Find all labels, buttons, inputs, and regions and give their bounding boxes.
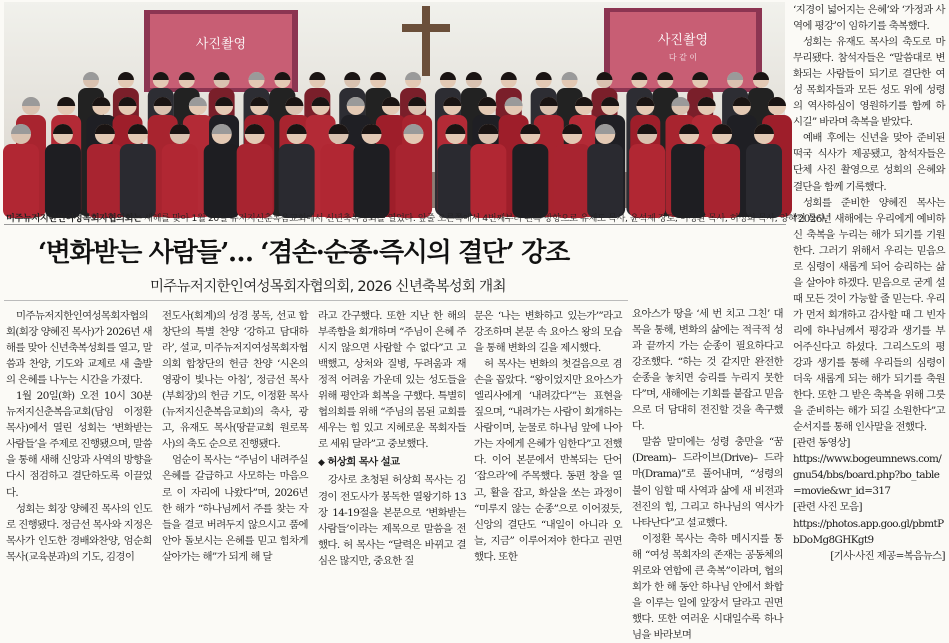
paragraph: 성회는 유재도 목사의 축도로 마무리됐다. 참석자들은 “말씀대로 변화되는 사람들이 되기로 결단한 여성 목회자들과 모든 성도 위에 성령의 역사하심이 영원하기를 함께 하시길” 바라며 축복을 받았다. bbox=[793, 36, 945, 129]
subheadline: 미주뉴저지한인여성목회자협의회, 2026 신년축복성회 개최 bbox=[150, 279, 506, 295]
article-column-3 bbox=[318, 308, 466, 568]
divider bbox=[4, 300, 628, 301]
paragraph: 라고 간구했다. 또한 지난 한 해의 부족함을 회개하며 “주님이 은혜 주시지 않으면 사람할 수 없다”고 고백했고, 상처와 질병, 두려움과 재정적 어려움 가운데 있는 성도들을 위해 평안과 회복을 구했다. 특별히 협의회를 위해 “주님의 몸된 교회를 세우는 힘 있고 지혜로운 목회자들로 세워 달라”고 중보했다. bbox=[318, 310, 466, 451]
caption-bold: 미주뉴저지한인여성목회자협의회는 bbox=[6, 213, 142, 224]
article-column-1 bbox=[6, 308, 152, 568]
video-label: [관련 동영상] bbox=[793, 437, 850, 450]
article-column-2 bbox=[162, 308, 308, 568]
person-body bbox=[321, 144, 357, 218]
photo-label: [관련 사진 모음] bbox=[793, 501, 862, 514]
left-screen-text: 사진촬영 bbox=[195, 37, 247, 52]
paragraph: 성회를 준비한 양혜진 목사는 “2026년 새해에는 우리에게 예비하신 축복을 누리는 해가 되기를 기원한다. 그러기 위해서 우리는 믿음으로 심령이 새롭게 되어 승리하는 삶을 살아야 하겠다. 믿음으로 굳게 설 때 모든 것이 가능할 줄 믿는다. 우리가 먼저 회개하고 감사할 때 그 빈자리에 하나님께서 평강과 생기를 부어주신다고 하셨다. 그리스도의 평강과 생기를 통해 우리들의 심령이 더욱 새롭게 되는 해가 되기를 축원한다. 또한 그 받은 축복을 위해 그릇을 준비하는 해가 되길 소원한다”고 순서지를 통해 인사말을 전했다. bbox=[793, 196, 945, 434]
person-body bbox=[45, 144, 81, 218]
paragraph: 이정환 목사는 축하 메시지를 통해 “여성 목회자의 존재는 공동체의 위로와 연합에 큰 축복”이라며, 협의회가 한 해 동안 하나님 안에서 화합을 이루는 일에 앞장서 달라고 권면했다. 또한 여러운 시대일수록 하나님을 바라보며 bbox=[632, 532, 783, 641]
person-body bbox=[3, 144, 39, 218]
right-screen-title: 사진촬영 bbox=[657, 33, 709, 48]
paragraph: 예배 후에는 신년을 맞아 준비된 떡국 식사가 제공됐고, 참석자들은 단체 사진 촬영으로 성회의 은혜와 결단을 함께 기록했다. bbox=[793, 132, 945, 193]
paragraph: 문은 ‘나는 변화하고 있는가’”라고 강조하며 본문 속 요아스 왕의 모습을 통해 변화의 길을 제시했다. bbox=[474, 310, 622, 355]
credit-line: [기사·사진 제공=복음뉴스] bbox=[830, 549, 945, 562]
paragraph: ‘지경이 넓어지는 은혜’와 ‘가정과 사역에 평강’이 임하기를 축복했다. bbox=[793, 4, 945, 33]
person-body bbox=[512, 144, 548, 218]
caption-rest: 새해를 맞아 1월 20일 뉴저지신춘복음교회에서 신년축복성회를 열었다. 앞줄 오른쪽에서 4번째부터 왼쪽 방향으로 유재도 목사, 윤석제 장로, 이정환 목사, 허성희 목사, 양혜진 목사. bbox=[141, 213, 828, 224]
paragraph: 엄순이 목사는 “주님이 내려주실 은혜를 갈급하고 사모하는 마음으로 이 자리에 나왔다”며, 2026년 한 해가 “하나님께서 주를 찾는 자들을 결코 버려두지 않으시고 품에 안아 돌보시는 은혜를 믿고 힘차게 살아가는 해”가 되게 해 달 bbox=[162, 454, 308, 563]
person-body bbox=[87, 144, 123, 218]
person-body bbox=[162, 144, 198, 218]
person-body bbox=[237, 144, 273, 218]
section-title-text: 허상희 목사 설교 bbox=[327, 456, 400, 469]
paragraph: 1월 20일(화) 오전 10시 30분 뉴저지신춘복음교회(담임 이정환 목사)에서 열린 성회는 ‘변화받는 사람들’을 주제로 진행됐으며, 말씀을 통해 새해 신앙과 사역의 방향을 다시 점검하고 결단하도록 이끌었다. bbox=[6, 390, 152, 499]
person-body bbox=[437, 144, 473, 218]
paragraph: 허 목사는 변화의 첫걸음으로 겸손을 꼽았다. “왕이었지만 요아스가 엘리사에게 ‘내려갔다’”는 표현을 짚으며, “내려가는 사람이 회개하는 사람이며, 눈물로 하나님 앞에 나아가는 자에게 은혜가 임한다”고 전했다. 이어 본문에서 반복되는 단어 ‘잡으라’에 주목했다. 동편 창을 열고, 활을 잡고, 화살을 쏘는 과정이 “미루지 않는 순종”으로 이어졌듯, 신앙의 결단도 “내일이 아니라 오늘, 지금” 이루어져야 한다고 권면했다. 또한 bbox=[474, 358, 622, 563]
person-body bbox=[204, 144, 240, 218]
diamond-icon: ◆ bbox=[318, 458, 325, 469]
article-column-6 bbox=[793, 2, 945, 568]
photo-link[interactable]: https://photos.app.goo.gl/pbmtPbDoMg8GHKgt9 bbox=[793, 517, 944, 546]
video-link[interactable]: https://www.bogeumnews.com/gnu54/bbs/board.php?bo_table=movie&wr_id=317 bbox=[793, 453, 942, 498]
person-body bbox=[395, 144, 431, 218]
right-screen-sub: 다 같 이 bbox=[668, 53, 698, 62]
article-column-4 bbox=[474, 308, 622, 568]
person-body bbox=[279, 144, 315, 218]
person-body bbox=[587, 144, 623, 218]
paragraph: 요아스가 땅을 ‘세 번 치고 그친’ 대목을 통해, 변화의 삶에는 적극적 성과 끝까지 가는 순종이 필요하다고 강조했다. “하는 것 같지만 완전한 순종을 놓치면 승리를 누리지 못한다”며, 새해에는 기회를 붙잡고 믿음으로 더 담대히 전진할 것을 촉구했다. bbox=[632, 308, 783, 433]
headline: ‘변화받는 사람들’… ‘겸손·순종·즉시의 결단’ 강조 bbox=[38, 238, 569, 268]
paragraph: 강사로 초청된 허상희 목사는 김경이 전도사가 봉독한 열왕기하 13장 14-19절을 본문으로 ‘변화받는 사람들’이라는 제목으로 말씀을 전했다. 허 목사는 “달력은 바뀌고 결심은 많지만, 중요한 질 bbox=[318, 474, 466, 567]
person-body bbox=[354, 144, 390, 218]
article-column-5 bbox=[632, 2, 783, 641]
paragraph: 미주뉴저지한인여성목회자협의회(회장 양혜진 목사)가 2026년 새해를 맞아 신년축복성회를 열고, 말씀과 찬양, 기도와 교제로 새 출발의 은혜를 나누는 시간을 가졌다. bbox=[6, 310, 152, 387]
paragraph: 전도사(회계)의 성경 봉독, 선교 합창단의 특별 찬양 ‘강하고 담대하라’, 설교, 미주뉴저지여성목회자협의회 합창단의 헌금 찬양 ‘시온의 영광이 빛나는 아침’, 정금선 목사(부회장)의 헌금 기도, 이정환 목사(뉴저지신춘복음교회)의 축사, 광고, 유재도 목사(땅끝교회 원로목사)의 축도 순으로 진행됐다. bbox=[162, 310, 308, 451]
person-body bbox=[470, 144, 506, 218]
paragraph: 성회는 회장 양혜진 목사의 인도로 진행됐다. 정금선 목사와 지정은 목사가 인도한 경배와찬양, 엄순희 목사(교육분과)의 기도, 김경이 bbox=[6, 502, 152, 563]
person-body bbox=[120, 144, 156, 218]
section-title bbox=[318, 454, 466, 471]
paragraph: 말씀 말미에는 성령 충만을 “꿈(Dream)– 드라이브(Drive)– 드라마(Drama)”로 풀어내며, “성령의 불이 임할 때 사역과 삶에 새 비전과 전진의 힘, 그리고 하나님의 역사가 나타난다”고 설교했다. bbox=[632, 436, 783, 529]
person-body bbox=[554, 144, 590, 218]
